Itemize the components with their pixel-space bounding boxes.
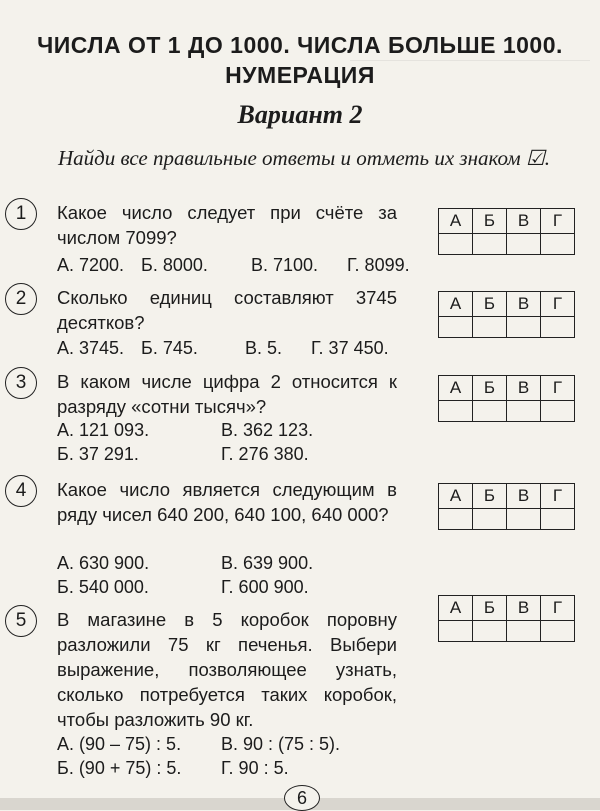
- option-v[interactable]: В. 5.: [245, 338, 283, 358]
- question-text: Сколько единиц составляют 3745 десятков?: [57, 287, 397, 333]
- grid-label-a: А: [439, 484, 473, 509]
- option-b[interactable]: Б. (90 + 75) : 5.: [57, 758, 182, 778]
- option-b[interactable]: Б. 8000.: [141, 255, 208, 275]
- answer-checkbox-b[interactable]: [473, 621, 507, 642]
- grid-label-g: Г: [541, 376, 575, 401]
- answer-checkbox-b[interactable]: [473, 401, 507, 422]
- answer-options-row-2: [57, 576, 309, 599]
- option-v[interactable]: В. 639 900.: [221, 553, 314, 573]
- option-a[interactable]: А. (90 – 75) : 5.: [57, 734, 182, 754]
- option-a[interactable]: А. 7200.: [57, 255, 125, 275]
- option-b[interactable]: Б. 540 000.: [57, 577, 149, 597]
- answer-grid: [438, 208, 575, 255]
- question-number: 4: [5, 475, 37, 507]
- grid-label-v: В: [507, 209, 541, 234]
- grid-label-g: Г: [541, 209, 575, 234]
- answer-checkbox-a[interactable]: [439, 401, 473, 422]
- grid-label-v: В: [507, 376, 541, 401]
- option-v[interactable]: В. 90 : (75 : 5).: [221, 734, 341, 754]
- answer-options-row-2: [57, 757, 289, 780]
- grid-label-v: В: [507, 484, 541, 509]
- option-b[interactable]: Б. 745.: [141, 338, 198, 358]
- answer-checkbox-g[interactable]: [541, 317, 575, 338]
- question-number: 3: [5, 367, 37, 399]
- answer-options: [57, 733, 340, 756]
- grid-label-a: А: [439, 596, 473, 621]
- answer-checkbox-a[interactable]: [439, 509, 473, 530]
- grid-label-v: В: [507, 596, 541, 621]
- option-g[interactable]: Г. 37 450.: [311, 338, 389, 358]
- answer-checkbox-g[interactable]: [541, 621, 575, 642]
- answer-checkbox-b[interactable]: [473, 317, 507, 338]
- option-g[interactable]: Г. 276 380.: [221, 444, 309, 464]
- page-number: 6: [284, 785, 320, 811]
- answer-options: [57, 552, 313, 575]
- instruction-text: Найди все правильные ответы и отметь их знаком ☑.: [58, 146, 550, 170]
- question-number: 1: [5, 198, 37, 230]
- variant-heading: Вариант 2: [237, 100, 363, 129]
- question-text: Какое число является следующим в ряду чисел 640 200, 640 100, 640 000?: [57, 479, 397, 525]
- grid-label-b: Б: [473, 292, 507, 317]
- option-a[interactable]: А. 3745.: [57, 338, 125, 358]
- answer-options: [57, 419, 313, 442]
- answer-checkbox-a[interactable]: [439, 621, 473, 642]
- answer-options-row-2: [57, 443, 309, 466]
- page-title: [0, 30, 600, 90]
- grid-label-b: Б: [473, 596, 507, 621]
- option-v[interactable]: В. 7100.: [251, 255, 319, 275]
- answer-grid: [438, 483, 575, 530]
- answer-checkbox-v[interactable]: [507, 401, 541, 422]
- question-text: В магазине в 5 коробок поровну разложили 75 кг печенья. Выбери выражение, позволяющее узнать, сколько потребуется таких коробок, чтобы разложить 90 кг.: [57, 609, 397, 730]
- grid-label-a: А: [439, 209, 473, 234]
- answer-checkbox-g[interactable]: [541, 234, 575, 255]
- grid-label-a: А: [439, 376, 473, 401]
- grid-label-v: В: [507, 292, 541, 317]
- question-number: 2: [5, 283, 37, 315]
- title-line-1: ЧИСЛА ОТ 1 ДО 1000. ЧИСЛА БОЛЬШЕ 1000.: [37, 32, 563, 58]
- question-number: 5: [5, 605, 37, 637]
- grid-label-a: А: [439, 292, 473, 317]
- grid-label-g: Г: [541, 484, 575, 509]
- grid-label-b: Б: [473, 484, 507, 509]
- grid-label-g: Г: [541, 596, 575, 621]
- answer-checkbox-a[interactable]: [439, 317, 473, 338]
- answer-checkbox-b[interactable]: [473, 234, 507, 255]
- option-g[interactable]: Г. 90 : 5.: [221, 758, 289, 778]
- answer-grid: [438, 595, 575, 642]
- answer-options: [57, 254, 410, 277]
- option-v[interactable]: В. 362 123.: [221, 420, 314, 440]
- answer-checkbox-g[interactable]: [541, 509, 575, 530]
- title-line-2: НУМЕРАЦИЯ: [225, 62, 375, 88]
- option-g[interactable]: Г. 8099.: [347, 255, 410, 275]
- grid-label-b: Б: [473, 209, 507, 234]
- answer-grid: [438, 291, 575, 338]
- option-b[interactable]: Б. 37 291.: [57, 444, 139, 464]
- option-a[interactable]: А. 630 900.: [57, 553, 150, 573]
- question-text: Какое число следует при счёте за числом 7099?: [57, 202, 397, 248]
- option-g[interactable]: Г. 600 900.: [221, 577, 309, 597]
- answer-checkbox-v[interactable]: [507, 317, 541, 338]
- grid-label-g: Г: [541, 292, 575, 317]
- answer-checkbox-a[interactable]: [439, 234, 473, 255]
- option-a[interactable]: А. 121 093.: [57, 420, 150, 440]
- grid-label-b: Б: [473, 376, 507, 401]
- answer-grid: [438, 375, 575, 422]
- answer-checkbox-v[interactable]: [507, 621, 541, 642]
- answer-checkbox-b[interactable]: [473, 509, 507, 530]
- answer-options: [57, 337, 389, 360]
- answer-checkbox-v[interactable]: [507, 509, 541, 530]
- question-text: В каком числе цифра 2 относится к разряду «сотни тысяч»?: [57, 371, 397, 417]
- answer-checkbox-g[interactable]: [541, 401, 575, 422]
- answer-checkbox-v[interactable]: [507, 234, 541, 255]
